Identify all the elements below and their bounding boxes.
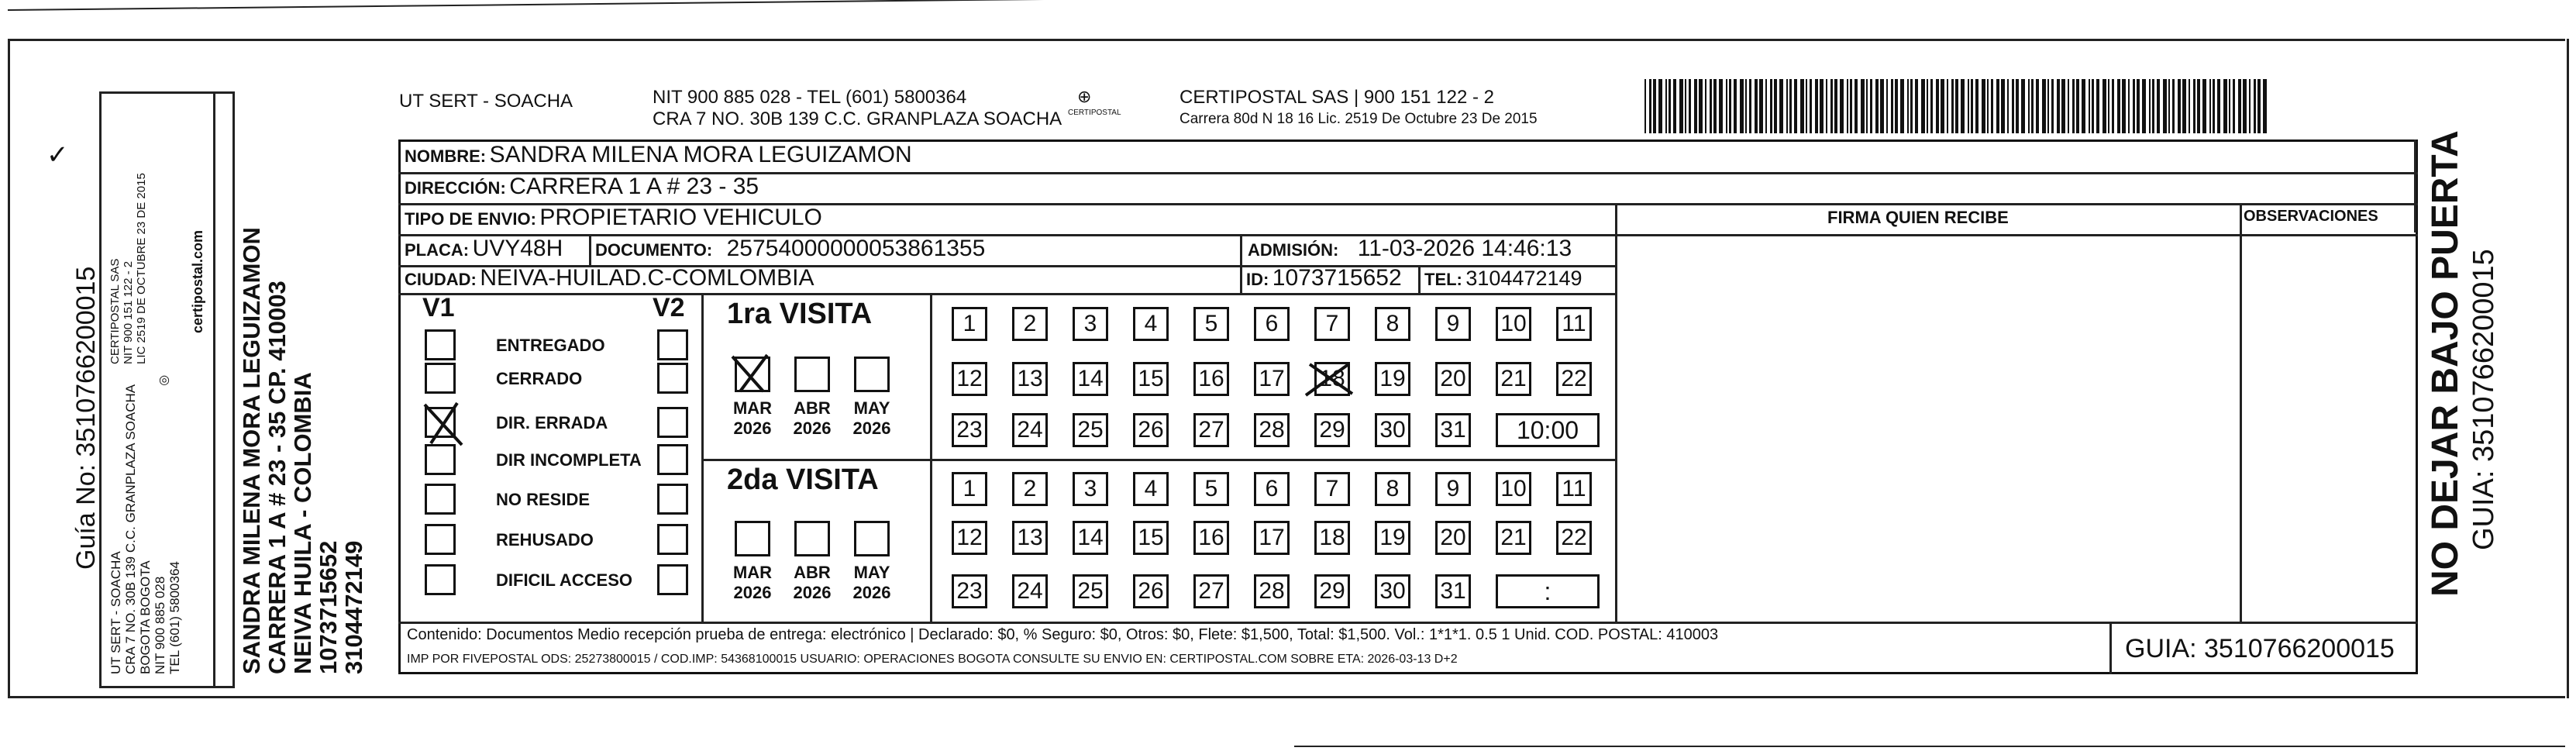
stub-certi-line: LIC 2519 DE OCTUBRE 23 DE 2015 bbox=[135, 173, 148, 364]
year-label: 2026 bbox=[852, 419, 891, 438]
logo-icon: ◎ bbox=[159, 374, 170, 387]
stub-sender-line: TEL (601) 5800364 bbox=[167, 561, 182, 674]
day-box: 11 bbox=[1556, 307, 1592, 341]
documento-value: 25754000000053861355 bbox=[726, 236, 986, 261]
day-box: 26 bbox=[1133, 574, 1169, 608]
stub-sender-line: UT SERT - SOACHA bbox=[108, 551, 123, 674]
footer-divider bbox=[2109, 622, 2112, 674]
day-box: 16 bbox=[1193, 521, 1229, 555]
day-box: 7 bbox=[1314, 307, 1350, 341]
year-label: 2026 bbox=[793, 583, 832, 602]
firma-label: FIRMA QUIEN RECIBE bbox=[1827, 208, 2009, 227]
day-box: 6 bbox=[1254, 307, 1290, 341]
day-box: 8 bbox=[1375, 307, 1410, 341]
day-box: 21 bbox=[1496, 362, 1531, 396]
mar-check-mark bbox=[732, 355, 767, 391]
observaciones-label: OBSERVACIONES bbox=[2244, 208, 2378, 225]
day-box: 29 bbox=[1314, 574, 1350, 608]
day-box: 10 bbox=[1496, 307, 1531, 341]
stub-sender-line: NIT 900 885 028 bbox=[153, 576, 167, 674]
day-box: 2 bbox=[1012, 307, 1048, 341]
status-label: CERRADO bbox=[496, 369, 583, 388]
id-value: 1073715652 bbox=[1272, 265, 1402, 291]
admision-value: 11-03-2026 14:46:13 bbox=[1357, 236, 1572, 261]
day-box: 21 bbox=[1496, 521, 1531, 555]
tipo-label: TIPO DE ENVIO: bbox=[405, 209, 536, 229]
time-box: : bbox=[1496, 574, 1600, 608]
day-box: 25 bbox=[1073, 413, 1108, 447]
month-label: MAY bbox=[853, 563, 890, 582]
day-box: 30 bbox=[1375, 413, 1410, 447]
stub-website: certipostal.com bbox=[190, 229, 205, 333]
month-label: MAR bbox=[732, 563, 773, 582]
stub-recipient-line: 1073715652 bbox=[315, 540, 342, 674]
day-box: 15 bbox=[1133, 362, 1169, 396]
day-box: 28 bbox=[1254, 574, 1290, 608]
stub-recipient-line: NEIVA HUILA - COLOMBIA bbox=[289, 372, 316, 674]
day-box: 30 bbox=[1375, 574, 1410, 608]
documento-label: DOCUMENTO: bbox=[595, 240, 713, 260]
ciudad-label: CIUDAD: bbox=[405, 270, 477, 289]
tipo-value: PROPIETARIO VEHICULO bbox=[539, 205, 822, 230]
day-box: 4 bbox=[1133, 307, 1169, 341]
stub-mark: ✓ bbox=[46, 140, 69, 170]
stub-recipient-line: 3104472149 bbox=[340, 540, 367, 674]
day-box: 1 bbox=[952, 307, 987, 341]
day-box: 23 bbox=[952, 413, 987, 447]
day-box: 9 bbox=[1435, 472, 1471, 506]
nombre-label: NOMBRE: bbox=[405, 146, 487, 166]
day-box: 22 bbox=[1556, 362, 1592, 396]
day-box: 14 bbox=[1073, 521, 1108, 555]
admision-label: ADMISIÓN: bbox=[1248, 240, 1339, 260]
ciudad-value: NEIVA-HUILAD.C-COMLOMBIA bbox=[480, 265, 814, 291]
day-box: 27 bbox=[1193, 413, 1229, 447]
v2-label: V2 bbox=[653, 293, 685, 322]
stub-sender-line: CRA 7 NO. 30B 139 C.C. GRANPLAZA SOACHA bbox=[123, 384, 138, 674]
status-label: ENTREGADO bbox=[496, 336, 605, 355]
day-box: 27 bbox=[1193, 574, 1229, 608]
dir-errada-check-mark bbox=[425, 403, 462, 445]
day-box: 10 bbox=[1496, 472, 1531, 506]
day-box: 12 bbox=[952, 362, 987, 396]
day-box: 5 bbox=[1193, 307, 1229, 341]
month-label: ABR bbox=[794, 398, 831, 418]
placa-label: PLACA: bbox=[405, 240, 470, 260]
status-label: NO RESIDE bbox=[496, 490, 591, 509]
month-label: MAR bbox=[732, 398, 773, 418]
day-box: 17 bbox=[1254, 362, 1290, 396]
day-box: 20 bbox=[1435, 362, 1471, 396]
day-box: 26 bbox=[1133, 413, 1169, 447]
day-box: 25 bbox=[1073, 574, 1108, 608]
day-box: 3 bbox=[1073, 472, 1108, 506]
day-box: 17 bbox=[1254, 521, 1290, 555]
header-company-line: CERTIPOSTAL SAS | 900 151 122 - 2 bbox=[1180, 87, 1494, 108]
day-box: 3 bbox=[1073, 307, 1108, 341]
month-label: ABR bbox=[794, 563, 831, 582]
v1-label: V1 bbox=[422, 293, 455, 322]
day-box: 31 bbox=[1435, 413, 1471, 447]
day-box: 31 bbox=[1435, 574, 1471, 608]
stub-certi-line: NIT 900 151 122 - 2 bbox=[122, 260, 135, 364]
day-box: 28 bbox=[1254, 413, 1290, 447]
header-sender: UT SERT - SOACHA bbox=[399, 91, 573, 112]
status-label: REHUSADO bbox=[496, 530, 594, 549]
day-box: 19 bbox=[1375, 521, 1410, 555]
tel-label: TEL: bbox=[1424, 270, 1462, 289]
day-box: 6 bbox=[1254, 472, 1290, 506]
month-label: MAY bbox=[853, 398, 890, 418]
tel-value: 3104472149 bbox=[1465, 267, 1582, 290]
direccion-label: DIRECCIÓN: bbox=[405, 178, 506, 198]
day-box: 4 bbox=[1133, 472, 1169, 506]
day-box: 20 bbox=[1435, 521, 1471, 555]
visit1-title: 1ra VISITA bbox=[727, 298, 873, 330]
day-18-cross-mark bbox=[1306, 364, 1352, 395]
header-license-line: Carrera 80d N 18 16 Lic. 2519 De Octubre 23 De 2015 bbox=[1180, 111, 1538, 127]
visit2-title: 2da VISITA bbox=[727, 463, 879, 496]
footer-line2: IMP POR FIVEPOSTAL ODS: 25273800015 / COD.IMP: 54368100015 USUARIO: OPERACIONES BOGOTA CONSULTE SU ENVIO EN: CERTIPOSTAL.COM SOBRE ETA: 2026-03-13 D+2 bbox=[407, 653, 1458, 666]
status-label: DIFICIL ACCESO bbox=[496, 570, 633, 590]
day-box: 18 bbox=[1314, 521, 1350, 555]
no-dejar-bajo-puerta: NO DEJAR BAJO PUERTA bbox=[2425, 130, 2466, 597]
day-box: 22 bbox=[1556, 521, 1592, 555]
stub-certi-line: CERTIPOSTAL SAS bbox=[108, 258, 122, 364]
year-label: 2026 bbox=[733, 583, 772, 602]
day-box: 13 bbox=[1012, 521, 1048, 555]
year-label: 2026 bbox=[793, 419, 832, 438]
header-address-line: CRA 7 NO. 30B 139 C.C. GRANPLAZA SOACHA bbox=[653, 109, 1062, 129]
day-box: 9 bbox=[1435, 307, 1471, 341]
day-box: 23 bbox=[952, 574, 987, 608]
day-box: 24 bbox=[1012, 413, 1048, 447]
stub-guia-number: Guía No: 3510766200015 bbox=[71, 266, 101, 570]
day-box: 24 bbox=[1012, 574, 1048, 608]
status-label: DIR. ERRADA bbox=[496, 413, 608, 432]
id-label: ID: bbox=[1246, 270, 1269, 289]
day-box: 29 bbox=[1314, 413, 1350, 447]
day-box: 2 bbox=[1012, 472, 1048, 506]
year-label: 2026 bbox=[852, 583, 891, 602]
postal-logo-icon: ⊕ bbox=[1077, 87, 1092, 106]
side-guia: GUIA: 3510766200015 bbox=[2468, 249, 2500, 550]
day-box: 18 bbox=[1314, 362, 1350, 396]
header-nit-line: NIT 900 885 028 - TEL (601) 5800364 bbox=[653, 87, 967, 108]
footer-guia: GUIA: 3510766200015 bbox=[2125, 634, 2395, 663]
direccion-value: CARRERA 1 A # 23 - 35 bbox=[509, 174, 759, 199]
handwritten-marks bbox=[425, 355, 1352, 445]
placa-value: UVY48H bbox=[472, 236, 563, 261]
day-box: 8 bbox=[1375, 472, 1410, 506]
time-box: 10:00 bbox=[1496, 413, 1600, 447]
day-box: 1 bbox=[952, 472, 987, 506]
day-box: 11 bbox=[1556, 472, 1592, 506]
day-box: 16 bbox=[1193, 362, 1229, 396]
year-label: 2026 bbox=[733, 419, 772, 438]
status-label: DIR INCOMPLETA bbox=[496, 450, 642, 470]
day-box: 12 bbox=[952, 521, 987, 555]
footer-line1: Contenido: Documentos Medio recepción prueba de entrega: electrónico | Declarado: $0, % Seguro: $0, Otros: $0, Flete: $1,500, Total: $1,500. Vol.: 1*1*1. 0.5 1 Unid. COD. POSTAL: 410003 bbox=[407, 626, 1719, 643]
day-box: 13 bbox=[1012, 362, 1048, 396]
postal-logo-text: CERTIPOSTAL bbox=[1068, 109, 1121, 117]
day-box: 19 bbox=[1375, 362, 1410, 396]
day-box: 14 bbox=[1073, 362, 1108, 396]
day-box: 7 bbox=[1314, 472, 1350, 506]
day-box: 15 bbox=[1133, 521, 1169, 555]
stub-sender-line: BOGOTA BOGOTA bbox=[138, 560, 153, 674]
day-box: 5 bbox=[1193, 472, 1229, 506]
stub-recipient-line: CARRERA 1 A # 23 - 35 CP. 410003 bbox=[263, 281, 291, 674]
nombre-value: SANDRA MILENA MORA LEGUIZAMON bbox=[489, 142, 912, 167]
stub-recipient-line: SANDRA MILENA MORA LEGUIZAMON bbox=[238, 227, 265, 674]
